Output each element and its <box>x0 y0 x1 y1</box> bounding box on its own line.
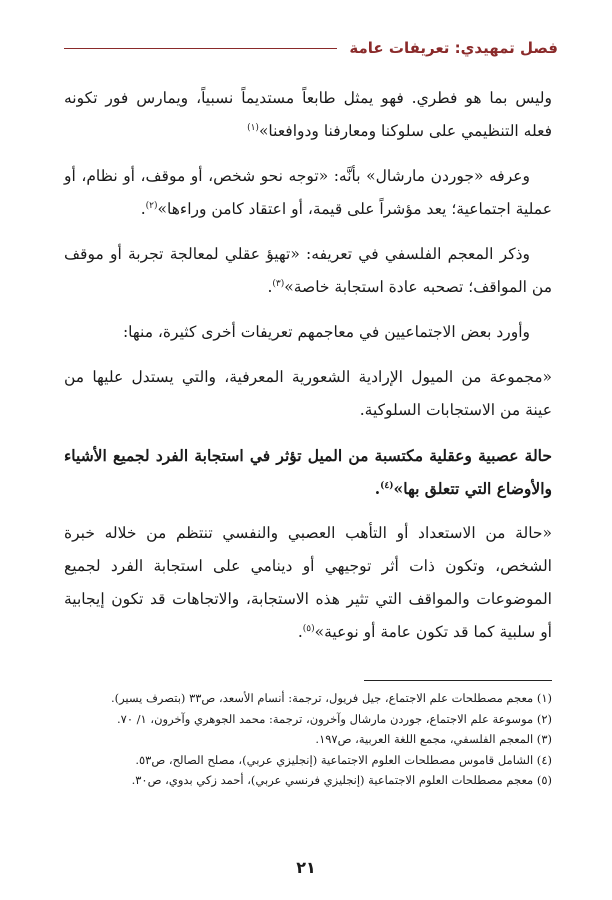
footnote-separator <box>364 680 552 681</box>
footnote-reference[interactable]: (٤) <box>380 480 394 491</box>
page-number: ٢١ <box>296 858 316 877</box>
footnote-reference[interactable]: (٣) <box>272 278 285 289</box>
paragraph: وذكر المعجم الفلسفي في تعريفه: «تهيؤ عقلي لمعالجة تجربة أو موقف من المواقف؛ تصحبه عادة استجابة خاصة»$^{(٣)}$. <box>64 245 552 296</box>
quoted-definition: «حالة من الاستعداد أو التأهب العصبي والنفسي تنتظم من خلاله خبرة الشخص، وتكون ذات أثر توجيهي أو دينامي على استجابة الفرد لجميع الموضوعات والمواقف التي تثير هذه الاستجابة، والاتجاهات قد تكون إيجابية أو سلبية كما قد تكون عامة أو نوعية»$^{(٥)}$. <box>64 524 552 641</box>
paragraph: وليس بما هو فطري. فهو يمثل طابعاً مستديماً نسبياً، ويمارس فور تكونه فعله التنظيمي على سلوكنا ومعارفنا ودوافعنا»$^{(١)}$ <box>64 89 552 140</box>
footnotes-list <box>64 688 552 791</box>
paragraph: وأورد بعض الاجتماعيين في معاجمهم تعريفات أخرى كثيرة، منها: <box>122 323 530 341</box>
footnote-reference[interactable]: (٢) <box>145 200 158 211</box>
footnote-reference[interactable]: (١) <box>247 122 259 133</box>
quoted-definition: حالة عصبية وعقلية مكتسبة من الميل تؤثر في استجابة الفرد لجميع الأشياء والأوضاع التي تتعلق بها»$^{(٤)}$. <box>64 446 552 498</box>
footnote-item: (١) معجم مصطلحات علم الاجتماع، جيل فريول، ترجمة: أنسام الأسعد، ص٣٣ (بتصرف يسير). <box>110 691 552 705</box>
footnote-item: (٥) معجم مصطلحات العلوم الاجتماعية (إنجليزي فرنسي عربي)، أحمد زكي بدوي، ص٣٠. <box>131 773 552 787</box>
footnote-item: (٣) المعجم الفلسفي، مجمع اللغة العربية، ص١٩٧. <box>315 732 552 746</box>
quoted-definition: «مجموعة من الميول الإرادية الشعورية المعرفية، والتي يستدل عليها من عينة من الاستجابات السلوكية. <box>64 368 552 419</box>
paragraph: وعرفه «جوردن مارشال» بأنَّه: «توجه نحو شخص، أو موقف، أو نظام، أو عملية اجتماعية؛ يعد مؤشراً على قيمة، أو اعتقاد كامن وراءها»$^{(٢)}$. <box>64 167 552 218</box>
chapter-title: فصل تمهيدي: تعريفات عامة <box>349 39 558 57</box>
footnote-item: (٤) الشامل قاموس مصطلحات العلوم الاجتماعية (إنجليزي عربي)، مصلح الصالح، ص٥٣. <box>135 752 552 767</box>
running-header <box>64 38 558 58</box>
header-rule <box>64 48 337 49</box>
footnote-item: (٢) موسوعة علم الاجتماع، جوردن مارشال وآخرون، ترجمة: محمد الجوهري وآخرون، ١/ ٧٠. <box>117 711 552 726</box>
main-text <box>64 82 552 661</box>
footnote-reference[interactable]: (٥) <box>302 623 315 634</box>
